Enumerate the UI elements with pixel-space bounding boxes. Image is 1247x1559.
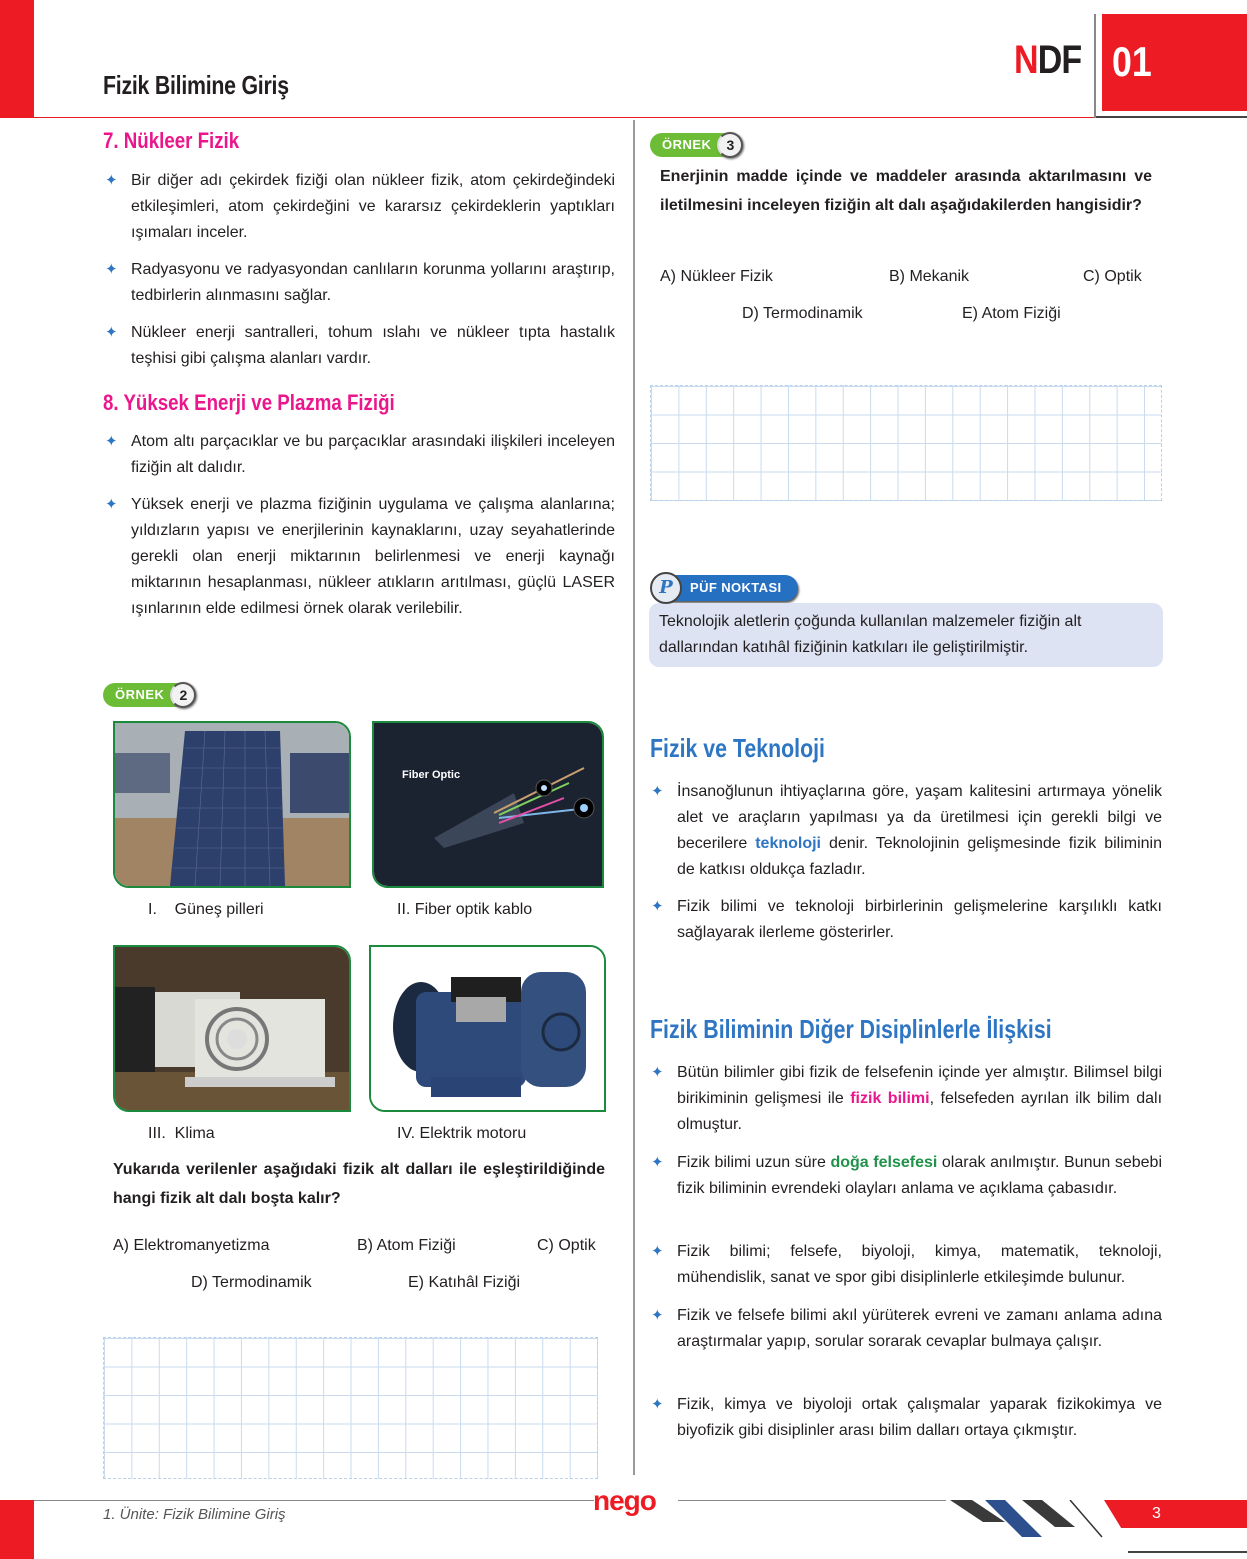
image-air-conditioner (113, 945, 351, 1112)
star-bullet-icon: ✦ (651, 898, 664, 915)
example2-question: Yukarıda verilenler aşağıdaki fizik alt dalları ile eşleştirildiğinde hangi fizik alt dalı boşta kalır? (113, 1161, 605, 1207)
fiber-optic-overlay-text: Fiber Optic (402, 769, 461, 781)
answer-option-a[interactable]: A) Nükleer Fizik (660, 268, 773, 285)
list-item: ✦ Yüksek enerji ve plazma fiziğinin uygulama ve çalışma alanlarına; yıldızların yapısı ve enerjilerinin kaynaklarını, uzay seyahatlerinde gerekli olan enerji miktarının belirlenmesi ve enerji kaynağı miktarının hesaplanması, nükleer atıkların arıtılması, güçlü LASER ışınlarının elde edilmesi örnek olarak verilebilir. (131, 492, 615, 622)
image-solar-panels (113, 721, 351, 888)
tip-p-icon: P (650, 572, 682, 604)
image-caption: I. Güneş pilleri (148, 901, 264, 918)
answer-option-d[interactable]: D) Termodinamik (191, 1274, 312, 1291)
image-electric-motor (369, 945, 606, 1112)
answer-option-e[interactable]: E) Katıhâl Fiziği (408, 1274, 521, 1291)
page-number-box (1104, 1500, 1247, 1528)
list-item: ✦ Fizik bilimi ve teknoloji birbirlerinin gelişmelerine karşılıklı katkı sağlayarak ilerleme gösterirler. (677, 894, 1162, 946)
footer-stripes-decoration (950, 1500, 1110, 1540)
answer-option-b[interactable]: B) Atom Fiziği (357, 1237, 456, 1254)
list-item: ✦ Atom altı parçacıklar ve bu parçacıklar arasındaki ilişkileri inceleyen fiziğin alt dalıdır. (131, 429, 615, 481)
unit-box-underline (1096, 116, 1247, 118)
footer-divider (678, 1500, 946, 1501)
star-bullet-icon: ✦ (105, 172, 118, 189)
tip-box: Teknolojik aletlerin çoğunda kullanılan malzemeler fiziğin alt dallarından katıhâl fiziğinin katkıları ile geliştirilmiştir. (649, 603, 1163, 667)
star-bullet-icon: ✦ (651, 783, 664, 800)
example-badge: ÖRNEK 3 (650, 133, 743, 157)
star-bullet-icon: ✦ (105, 433, 118, 450)
section-heading-disciplines: Fizik Biliminin Diğer Disiplinlerle İlişkisi (650, 1014, 1052, 1044)
list-item: ✦ İnsanoğlunun ihtiyaçlarına göre, yaşam kalitesini artırmaya yönelik alet ve araçların yapılması ya da üretilmesi için gerekli bilgi ve becerilere teknoloji denir. Teknolojinin gelişmesinde fizik biliminin de katkısı oldukça fazladır. (677, 779, 1162, 883)
unit-number: 01 (1112, 38, 1152, 85)
footer-unit-text: 1. Ünite: Fizik Bilimine Giriş (103, 1506, 286, 1523)
example-badge: ÖRNEK 2 (103, 683, 196, 707)
star-bullet-icon: ✦ (651, 1307, 664, 1324)
answer-option-c[interactable]: C) Optik (537, 1237, 596, 1254)
tip-badge: P PÜF NOKTASI (650, 574, 798, 602)
list-item: ✦ Bir diğer adı çekirdek fiziği olan nükleer fizik, atom çekirdeğindeki etkileşimleri, atom çekirdeğini ve kararsız çekirdeklerin yaptıkları ışımaları inceler. (131, 168, 615, 246)
footer-bottom-line (1128, 1551, 1247, 1553)
star-bullet-icon: ✦ (651, 1154, 664, 1171)
ndf-label: NDF (1014, 38, 1082, 82)
star-bullet-icon: ✦ (651, 1396, 664, 1413)
star-bullet-icon: ✦ (105, 324, 118, 341)
section-heading-nuclear: 7. Nükleer Fizik (103, 128, 240, 153)
image-caption: II. Fiber optik kablo (397, 901, 533, 918)
image-caption: III. Klima (148, 1125, 215, 1142)
scratch-grid[interactable] (103, 1337, 598, 1479)
header-red-strip (0, 0, 34, 118)
column-divider (633, 120, 635, 1475)
scratch-grid[interactable] (650, 385, 1162, 501)
star-bullet-icon: ✦ (105, 496, 118, 513)
keyword-natural-philosophy: doğa felsefesi (830, 1154, 938, 1171)
ndf-divider (1094, 14, 1096, 118)
footer-divider (34, 1500, 594, 1501)
list-item: ✦ Radyasyonu ve radyasyondan canlıların korunma yollarını araştırıp, tedbirlerin alınmasını sağlar. (131, 257, 615, 309)
star-bullet-icon: ✦ (651, 1064, 664, 1081)
list-item: ✦ Fizik bilimi uzun süre doğa felsefesi olarak anılmıştır. Bunun sebebi fizik biliminin evrendeki olayları anlama ve açıklama çabasıdır. (677, 1150, 1162, 1202)
star-bullet-icon: ✦ (651, 1243, 664, 1260)
list-item: ✦ Fizik bilimi; felsefe, biyoloji, kimya, matematik, teknoloji, mühendislik, sanat ve spor gibi disiplinlerle etkileşimde bulunur. (677, 1239, 1162, 1291)
list-item: ✦ Nükleer enerji santralleri, tohum ıslahı ve nükleer tıpta hastalık teşhisi gibi çalışma alanları vardır. (131, 320, 615, 372)
publisher-logo: nego (593, 1485, 656, 1516)
section-heading-high-energy: 8. Yüksek Enerji ve Plazma Fiziği (103, 390, 395, 415)
list-item: ✦ Bütün bilimler gibi fizik de felsefenin içinde yer almıştır. Bilimsel bilgi birikiminin gelişmesi ile fizik bilimi, felsefeden ayrılan ilk bilim dalı olmuştur. (677, 1060, 1162, 1138)
keyword-technology: teknoloji (755, 835, 821, 852)
header-divider (34, 117, 1096, 118)
list-item: ✦ Fizik, kimya ve biyoloji ortak çalışmalar yaparak fizikokimya ve biyofizik gibi disiplinler arası bilim dalları ortaya çıkmıştır. (677, 1392, 1162, 1444)
answer-option-e[interactable]: E) Atom Fiziği (962, 305, 1061, 322)
page-title: Fizik Bilimine Giriş (103, 70, 289, 100)
page-number: 3 (1152, 1505, 1161, 1522)
keyword-physics-science: fizik bilimi (850, 1090, 930, 1107)
image-caption: IV. Elektrik motoru (397, 1125, 527, 1142)
star-bullet-icon: ✦ (105, 261, 118, 278)
section-heading-technology: Fizik ve Teknoloji (650, 733, 825, 763)
answer-option-b[interactable]: B) Mekanik (889, 268, 970, 285)
answer-option-a[interactable]: A) Elektromanyetizma (113, 1237, 270, 1254)
image-fiber-optic (372, 721, 604, 888)
footer-red-strip (0, 1500, 34, 1559)
answer-option-d[interactable]: D) Termodinamik (742, 305, 863, 322)
example3-question: Enerjinin madde içinde ve maddeler arasında aktarılmasını ve iletilmesini inceleyen fiziğin alt dalı aşağıdakilerden hangisidir? (660, 168, 1152, 214)
answer-option-c[interactable]: C) Optik (1083, 268, 1142, 285)
list-item: ✦ Fizik ve felsefe bilimi akıl yürüterek evreni ve zamanı anlama adına araştırmalar yapıp, sorular sorarak cevaplar bulmaya çalışır. (677, 1303, 1162, 1355)
